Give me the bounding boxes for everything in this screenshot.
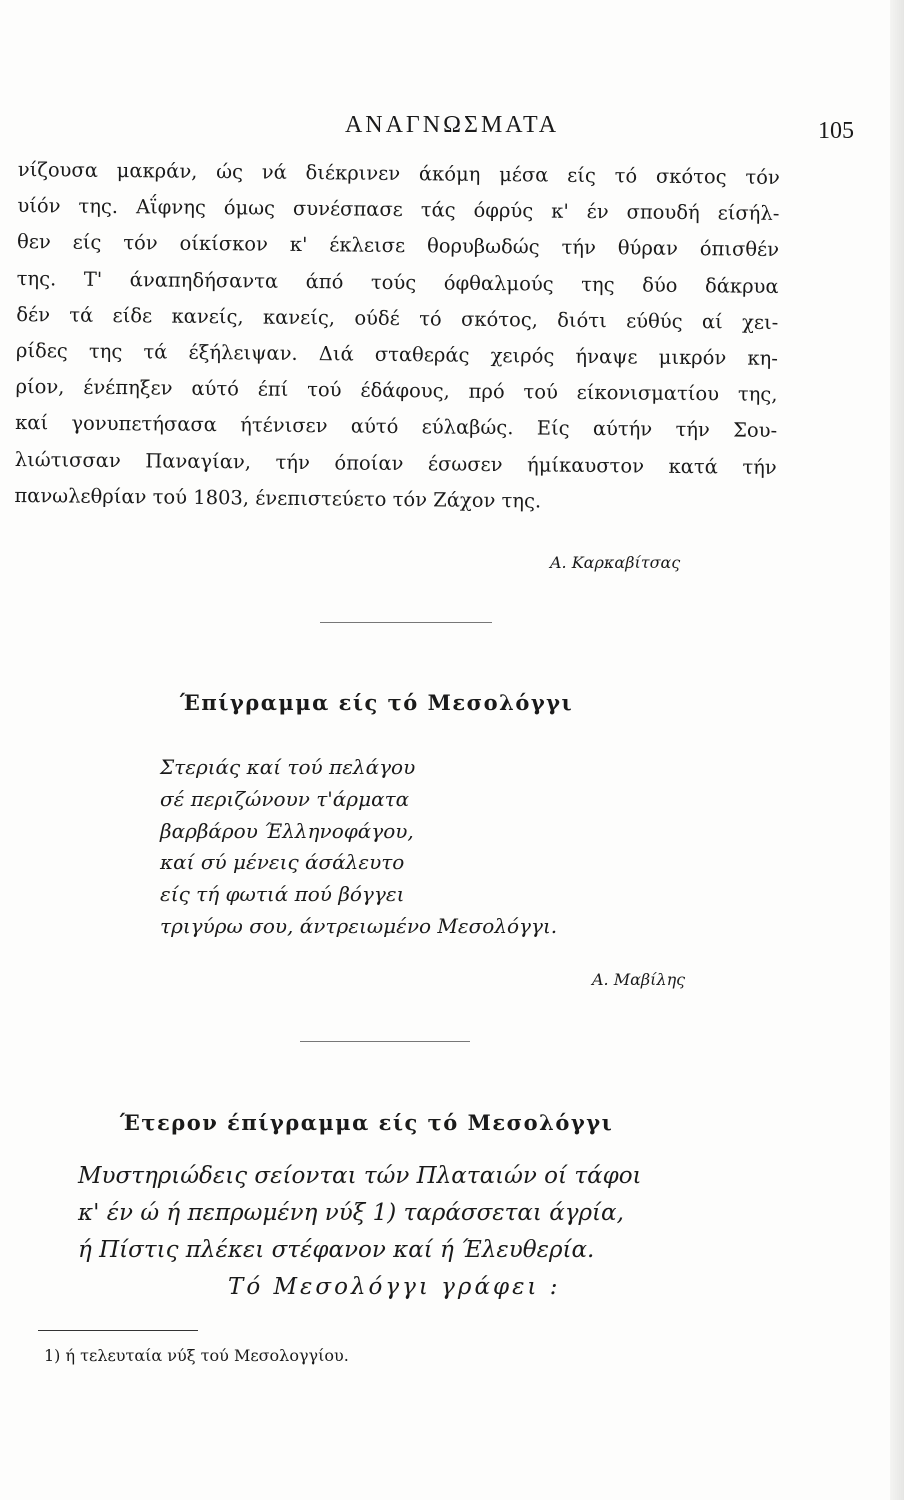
poem1-signature: Α. Μαβίλης xyxy=(592,970,686,989)
poem2-line: Τό Μεσολόγγι γράφει : xyxy=(228,1274,561,1300)
prose-line: ρίον, ένέπηξεν αύτό έπί τού έδάφους, πρό τού είκονισματίου της, xyxy=(15,375,778,407)
section-divider xyxy=(320,622,492,623)
poem1-line: τριγύρω σου, άντρειωμένο Μεσολόγγι. xyxy=(160,913,558,938)
section-divider xyxy=(300,1041,470,1042)
footnote: 1) ή τελευταία νύξ τού Μεσολογγίου. xyxy=(44,1346,349,1365)
poem1-line: σέ περιζώνουν τ'άρματα xyxy=(160,786,410,811)
poem1-title: Έπίγραμμα είς τό Μεσολόγγι xyxy=(180,690,574,715)
poem1-line: είς τή φωτιά πού βόγγει xyxy=(160,882,405,907)
prose-line: δέν τά είδε κανείς, κανείς, ούδέ τό σκότος, διότι εύθύς αί χει- xyxy=(16,302,779,334)
prose-signature: Α. Καρκαβίτσας xyxy=(550,553,681,572)
footnote-rule xyxy=(38,1330,198,1331)
prose-paragraph xyxy=(14,152,780,522)
poem2-title: Έτερον έπίγραμμα είς τό Μεσολόγγι xyxy=(120,1110,614,1135)
prose-line: ρίδες της τά έξήλειψαν. Διά σταθεράς χειρός ήναψε μικρόν κη- xyxy=(15,339,778,370)
poem1-line: καί σύ μένεις άσάλευτο xyxy=(160,850,405,875)
page-edge xyxy=(890,0,904,1500)
prose-line: θεν είς τόν οίκίσκον κ' έκλεισε θορυβωδώς τήν θύραν όπισθέν xyxy=(16,230,780,262)
prose-line: υίόν της. Αΐφνης όμως συνέσπασε τάς όφρύς κ' έν σπουδή είσήλ- xyxy=(17,194,780,226)
poem1-line: βαρβάρου Έλληνοφάγου, xyxy=(160,818,414,843)
page-number: 105 xyxy=(818,118,854,144)
prose-line: νίζουσα μακράν, ώς νά διέκρινεν άκόμη μέσα είς τό σκότος τόν xyxy=(17,157,780,189)
poem1-verse xyxy=(160,752,557,943)
prose-line: λιώτισσαν Παναγίαν, τήν όποίαν έσωσεν ήμίκαυστον κατά τήν xyxy=(14,447,777,479)
prose-line: της. Τ' άναπηδήσαντα άπό τούς όφθαλμούς της δύο δάκρυα xyxy=(16,266,779,298)
prose-line: πανωλεθρίαν τού 1803, ένεπιστεύετο τόν Ζάχον της. xyxy=(14,483,542,513)
poem2-verse xyxy=(78,1158,642,1306)
poem2-line: ή Πίστις πλέκει στέφανον καί ή Έλευθερία. xyxy=(78,1237,595,1263)
running-head: ΑΝΑΓΝΩΣΜΑΤΑ xyxy=(344,112,560,138)
poem2-line: κ' έν ώ ή πεπρωμένη νύξ 1) ταράσσεται άγρία, xyxy=(78,1200,624,1226)
poem1-line: Στεριάς καί τού πελάγου xyxy=(160,755,416,779)
prose-line: καί γονυπετήσασα ήτένισεν αύτό εύλαβώς. Είς αύτήν τήν Σου- xyxy=(15,411,778,443)
poem2-line: Μυστηριώδεις σείονται τών Πλαταιών οί τάφοι xyxy=(78,1163,642,1189)
